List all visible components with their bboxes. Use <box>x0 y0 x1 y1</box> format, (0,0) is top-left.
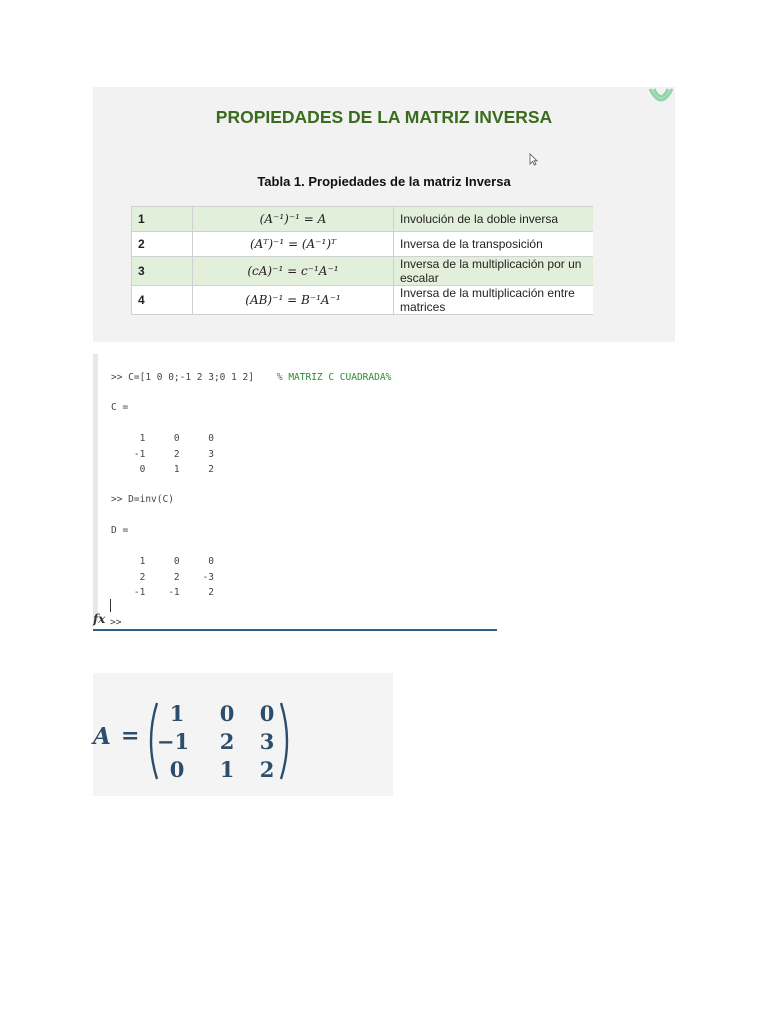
row-formula: (Aᵀ)⁻¹ = (A⁻¹)ᵀ <box>193 232 394 257</box>
mouse-pointer-icon <box>529 153 538 166</box>
row-description: Inversa de la transposición <box>394 232 594 257</box>
command-text: >> C=[1 0 0;-1 2 3;0 1 2] <box>111 372 254 383</box>
command-line-1 <box>111 370 391 386</box>
row-number: 3 <box>132 257 193 286</box>
properties-table <box>131 206 593 315</box>
matrix-cell: 3 <box>259 729 275 754</box>
equals-sign: = <box>121 723 140 749</box>
row-number: 1 <box>132 207 193 232</box>
table-caption: Tabla 1. Propiedades de la matriz Inversa <box>257 174 511 189</box>
text-caret <box>110 599 111 612</box>
properties-slide <box>93 87 675 342</box>
matrix-cell: 2 <box>259 757 275 782</box>
row-formula: (cA)⁻¹ = c⁻¹A⁻¹ <box>193 257 394 286</box>
matrix-name: A <box>93 723 111 750</box>
row-number: 2 <box>132 232 193 257</box>
matrix-cell: 0 <box>169 757 185 782</box>
command-prompt[interactable]: >> <box>110 617 122 628</box>
table-row <box>132 207 594 232</box>
table-row <box>132 286 594 315</box>
output-label-c: C = <box>111 402 129 413</box>
slide-title: PROPIEDADES DE LA MATRIZ INVERSA <box>215 107 553 127</box>
row-description: Inversa de la multiplicación por un escalar <box>394 257 594 286</box>
output-matrix-d: 1 0 0 2 2 -3 -1 -1 2 <box>133 556 214 598</box>
row-number: 4 <box>132 286 193 315</box>
row-formula: (AB)⁻¹ = B⁻¹A⁻¹ <box>193 286 394 315</box>
console-left-bar <box>93 354 98 622</box>
matrix-cell: −1 <box>156 729 190 754</box>
output-matrix-c: 1 0 0 -1 2 3 0 1 2 <box>133 433 214 475</box>
matrix-cell: 2 <box>219 729 235 754</box>
output-label-d: D = <box>111 525 129 536</box>
row-description: Inversa de la multiplicación entre matrices <box>394 286 594 315</box>
table-row <box>132 232 594 257</box>
console-bottom-border <box>93 629 497 631</box>
command-comment: % MATRIZ C CUADRADA% <box>276 372 392 383</box>
row-description: Involución de la doble inversa <box>394 207 594 232</box>
matrix-cell: 0 <box>259 701 275 726</box>
row-formula: (A⁻¹)⁻¹ = A <box>193 207 394 232</box>
command-line-2: >> D=inv(C) <box>111 494 174 505</box>
matrix-cell: 1 <box>169 701 185 726</box>
matrix-cell: 0 <box>219 701 235 726</box>
matlab-command-window[interactable] <box>93 354 497 631</box>
function-browser-icon[interactable]: fx <box>93 612 106 626</box>
matrix-cell: 1 <box>219 757 235 782</box>
table-row <box>132 257 594 286</box>
matrix-a-image <box>93 673 393 796</box>
